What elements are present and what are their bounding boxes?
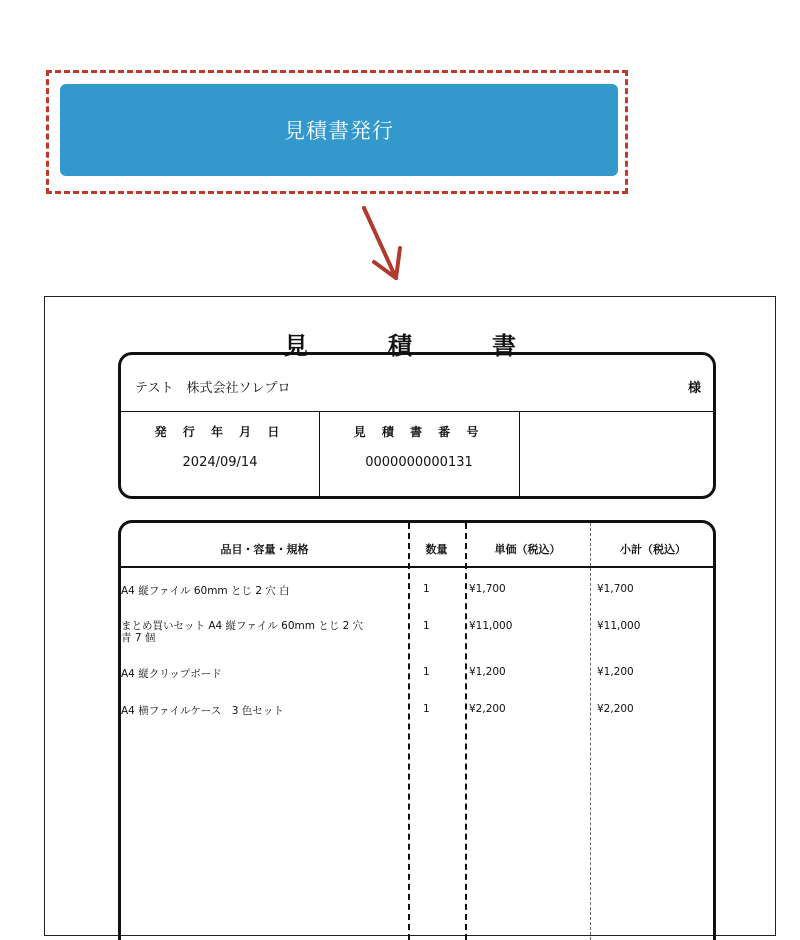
item-qty: 1 [423, 620, 430, 632]
header-unit-price: 単価（税込） [494, 543, 561, 556]
header-qty: 数量 [425, 543, 448, 556]
info-box [118, 352, 716, 499]
item-qty: 1 [423, 583, 430, 595]
item-name: A4 縦ファイル 60mm とじ 2 穴 白 [121, 585, 290, 597]
header-subtotal: 小計（税込） [620, 543, 686, 556]
divider [590, 523, 591, 940]
item-unit-price: ¥1,200 [469, 666, 506, 678]
honorific: 様 [687, 381, 701, 396]
item-unit-price: ¥1,700 [469, 583, 506, 595]
arrow-down-icon [356, 204, 416, 284]
issue-quote-button[interactable]: 見積書発行 [60, 84, 618, 176]
divider [121, 566, 713, 568]
quote-number-value: 0000000000131 [365, 455, 473, 470]
item-name: A4 縦クリップボード [121, 668, 222, 680]
item-name: A4 横ファイルケース 3 色セット [121, 705, 284, 717]
header-item: 品目・容量・規格 [220, 543, 309, 556]
item-subtotal: ¥1,700 [597, 583, 634, 595]
divider [121, 411, 713, 412]
item-unit-price: ¥2,200 [469, 703, 506, 715]
item-qty: 1 [423, 666, 430, 678]
item-subtotal: ¥1,200 [597, 666, 634, 678]
item-subtotal: ¥11,000 [597, 620, 641, 632]
divider [519, 411, 520, 496]
customer-name: テスト 株式会社ソレプロ [135, 381, 291, 396]
item-subtotal: ¥2,200 [597, 703, 634, 715]
quote-number-label: 見 積 書 番 号 [353, 425, 485, 439]
item-name: まとめ買いセット A4 縦ファイル 60mm とじ 2 穴 青 7 個 [121, 620, 364, 644]
divider [408, 523, 410, 940]
item-unit-price: ¥11,000 [469, 620, 513, 632]
divider [465, 523, 467, 940]
document-title: 見 積 書 [284, 332, 544, 360]
issue-date-label: 発 行 年 月 日 [154, 425, 286, 439]
items-table [118, 520, 716, 940]
issue-date-value: 2024/09/14 [182, 455, 258, 470]
item-qty: 1 [423, 703, 430, 715]
